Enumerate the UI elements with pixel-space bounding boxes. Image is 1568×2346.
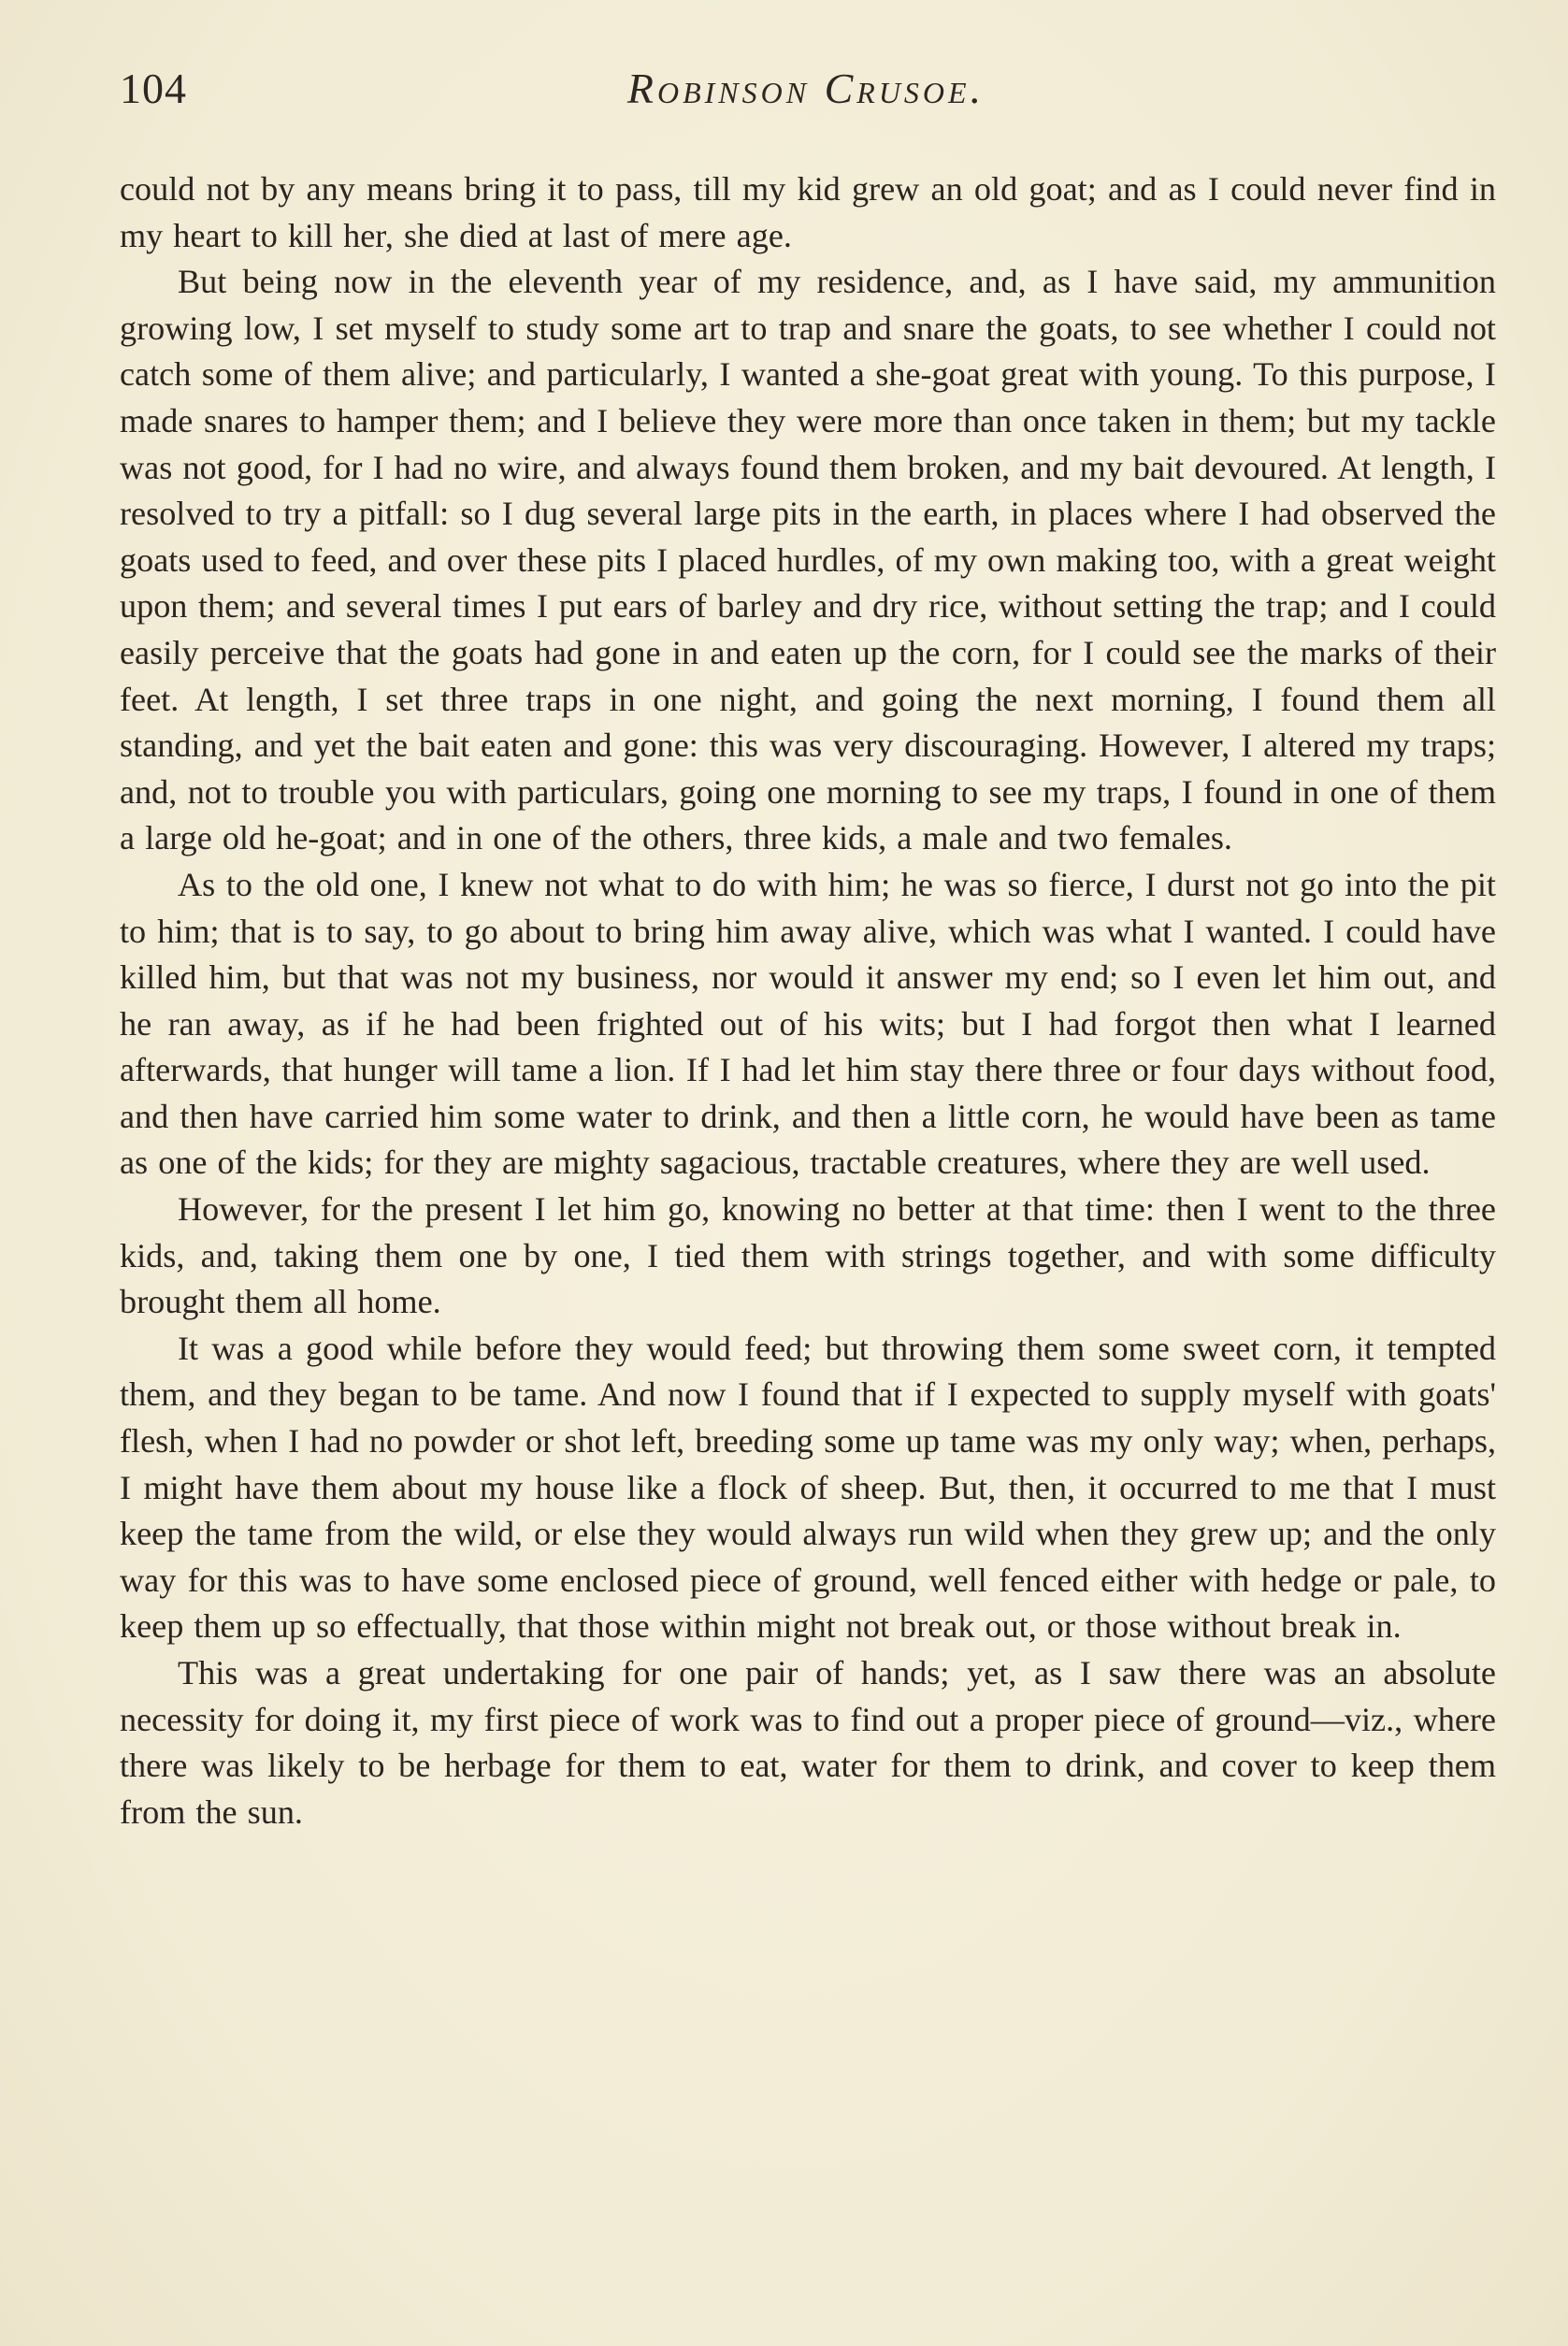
paragraph: But being now in the eleventh year of my residence, and, as I have said, my ammunition growing low, I set myself to study some art to trap and snare the goats, to see whether I could not catch some of them alive; and particularly, I wanted a she-goat great with young. To this purpose, I made snares to hamper them; and I believe they were more than once taken in them; but my tackle was not good, for I had no wire, and always found them broken, and my bait devoured. At length, I resolved to try a pitfall: so I dug several large pits in the earth, in places where I had observed the goats used to feed, and over these pits I placed hurdles, of my own making too, with a great weight upon them; and several times I put ears of barley and dry rice, without setting the trap; and I could easily perceive that the goats had gone in and eaten up the corn, for I could see the marks of their feet. At length, I set three traps in one night, and going the next morning, I found them all standing, and yet the bait eaten and gone: this was very discouraging. However, I altered my traps; and, not to trouble you with particulars, going one morning to see my traps, I found in one of them a large old he-goat; and in one of the others, three kids, a male and two females.: [120, 263, 1496, 857]
paragraph: This was a great undertaking for one pair of hands; yet, as I saw there was an absolute necessity for doing it, my first piece of work was to find out a proper piece of ground—viz., where there was likely to be herbage for them to eat, water for them to drink, and cover to keep them from the sun.: [120, 1654, 1496, 1831]
paragraph: As to the old one, I knew not what to do with him; he was so fierce, I durst not go into the pit to him; that is to say, to go about to bring him away alive, which was what I wanted. I could have killed him, but that was not my business, nor would it answer my end; so I even let him out, and he ran away, as if he had been frighted out of his wits; but I had forgot then what I learned afterwards, that hunger will tame a lion. If I had let him stay there three or four days without food, and then have carried him some water to drink, and then a little corn, he would have been as tame as one of the kids; for they are mighty sagacious, tractable creatures, where they are well used.: [120, 865, 1496, 1182]
page-header: [120, 64, 1492, 138]
body-text: [120, 166, 1496, 1835]
paragraph-continuation: could not by any means bring it to pass, till my kid grew an old goat; and as I could never find in my heart to kill her, she died at last of mere age.: [120, 170, 1496, 254]
page-number: 104: [120, 65, 187, 112]
running-title: Robinson Crusoe.: [626, 65, 985, 112]
paragraph: It was a good while before they would feed; but throwing them some sweet corn, it tempted them, and they began to be tame. And now I found that if I expected to supply myself with goats' flesh, when I had no powder or shot left, breeding some up tame was my only way; when, perhaps, I might have them about my house like a flock of sheep. But, then, it occurred to me that I must keep the tame from the wild, or else they would always run wild when they grew up; and the only way for this was to have some enclosed piece of ground, well fenced either with hedge or pale, to keep them up so effectually, that those within might not break out, or those without break in.: [120, 1329, 1496, 1646]
paragraph: However, for the present I let him go, knowing no better at that time: then I went to the three kids, and, taking them one by one, I tied them with strings together, and with some difficulty brought them all home.: [120, 1190, 1496, 1321]
